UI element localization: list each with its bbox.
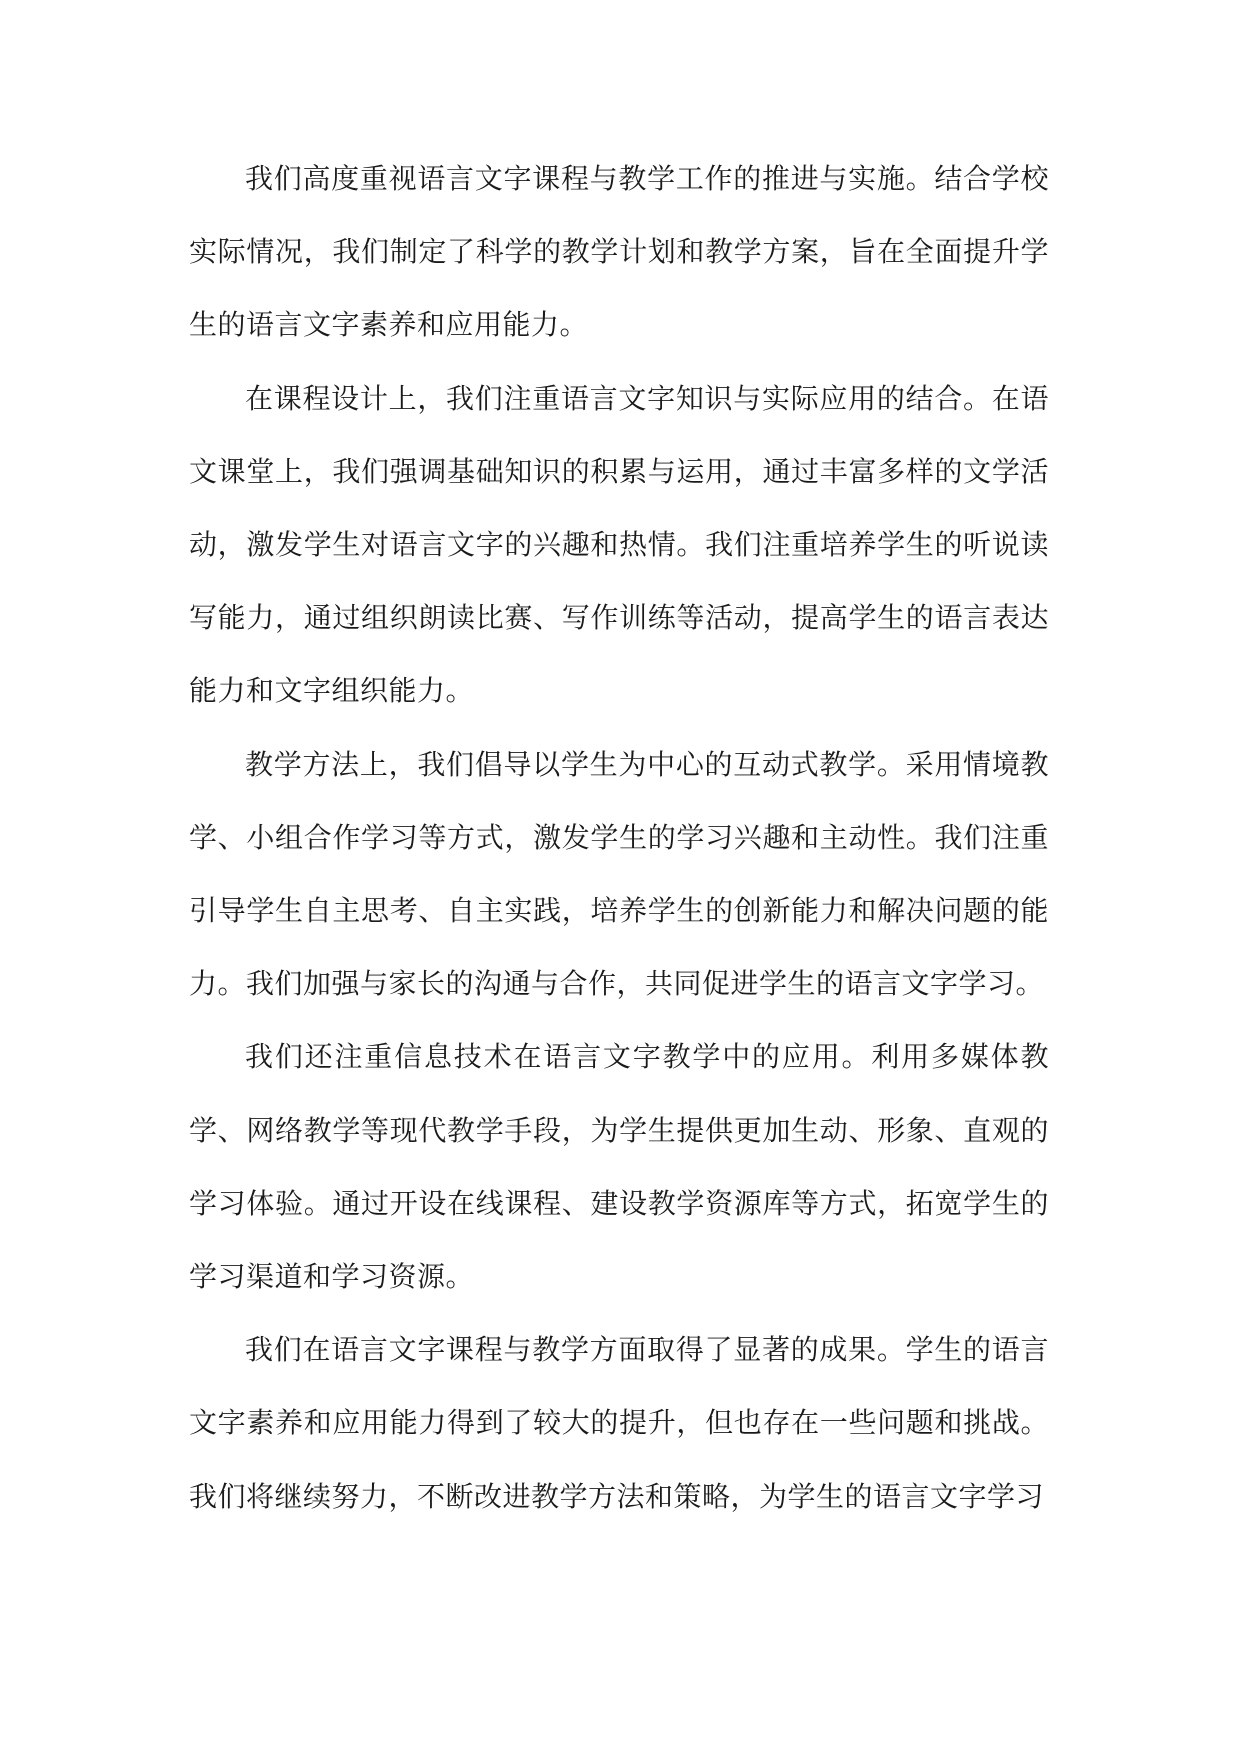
paragraph-2: 在课程设计上，我们注重语言文字知识与实际应用的结合。在语文课堂上，我们强调基础知识的积累与运用，通过丰富多样的文学活动，激发学生对语言文字的兴趣和热情。我们注重培养学生的听说读写能力，通过组织朗读比赛、写作训练等活动，提高学生的语言表达能力和文字组织能力。 <box>189 381 1049 708</box>
paragraph-3: 教学方法上，我们倡导以学生为中心的互动式教学。采用情境教学、小组合作学习等方式，激发学生的学习兴趣和主动性。我们注重引导学生自主思考、自主实践，培养学生的创新能力和解决问题的能力。我们加强与家长的沟通与合作，共同促进学生的语言文字学习。 <box>189 747 1049 1001</box>
paragraph-1: 我们高度重视语言文字课程与教学工作的推进与实施。结合学校实际情况，我们制定了科学的教学计划和教学方案，旨在全面提升学生的语言文字素养和应用能力。 <box>189 162 1049 342</box>
paragraph-4: 我们还注重信息技术在语言文字教学中的应用。利用多媒体教学、网络教学等现代教学手段，为学生提供更加生动、形象、直观的学习体验。通过开设在线课程、建设教学资源库等方式，拓宽学生的学习渠道和学习资源。 <box>189 1040 1049 1294</box>
document-body <box>189 142 1049 1533</box>
paragraph-5: 我们在语言文字课程与教学方面取得了显著的成果。学生的语言文字素养和应用能力得到了较大的提升，但也存在一些问题和挑战。我们将继续努力，不断改进教学方法和策略，为学生的语言文字学习 <box>189 1333 1049 1513</box>
